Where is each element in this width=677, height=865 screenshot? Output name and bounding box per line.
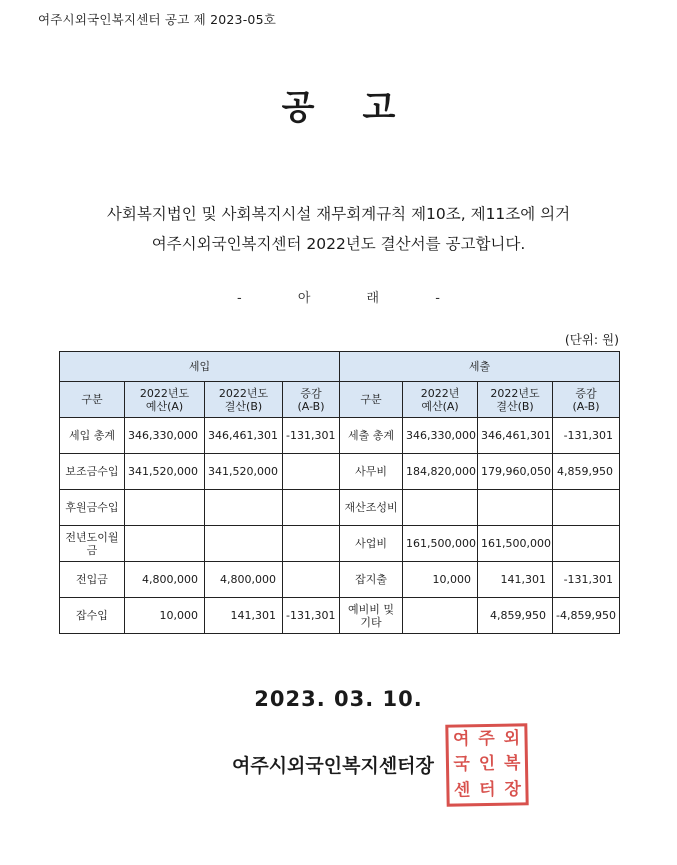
income-difference-cell: -131,301 [283,598,340,634]
income-budget-cell: 341,520,000 [125,454,205,490]
expense-budget-cell: 10,000 [403,562,478,598]
intro-line-2: 여주시외국인복지센터 2022년도 결산서를 공고합니다. [151,235,526,253]
expense-budget-cell: 346,330,000 [403,418,478,454]
table-row [60,526,620,562]
official-seal [445,723,528,806]
expense-category-cell: 세출 총계 [340,418,403,454]
table-row [60,454,620,490]
income-category-cell: 후원금수입 [60,490,125,526]
unit-label: (단위: 원) [564,332,619,347]
income-col-header-1: 2022년도 예산(A) [125,382,205,418]
expense-col-header-0: 구분 [340,382,403,418]
expense-category-cell: 사무비 [340,454,403,490]
expense-budget-cell: 184,820,000 [403,454,478,490]
income-budget-cell: 346,330,000 [125,418,205,454]
income-difference-cell [283,490,340,526]
intro-line-1: 사회복지법인 및 사회복지시설 재무회계규칙 제10조, 제11조에 의거 [106,205,571,223]
income-settlement-cell [205,490,283,526]
expense-budget-cell [403,490,478,526]
expense-difference-cell: -131,301 [553,562,620,598]
income-budget-cell: 4,800,000 [125,562,205,598]
income-settlement-cell: 341,520,000 [205,454,283,490]
income-col-header-3: 증감 (A-B) [283,382,340,418]
seal-char: 터 [479,779,496,800]
subheading: - 아 래 - [237,291,466,306]
expense-category-cell: 사업비 [340,526,403,562]
income-settlement-cell [205,526,283,562]
income-category-cell: 전입금 [60,562,125,598]
income-difference-cell [283,562,340,598]
income-settlement-cell: 4,800,000 [205,562,283,598]
income-difference-cell [283,526,340,562]
expense-col-header-1: 2022년 예산(A) [403,382,478,418]
income-settlement-cell: 141,301 [205,598,283,634]
income-settlement-cell: 346,461,301 [205,418,283,454]
expense-difference-cell [553,490,620,526]
income-budget-cell [125,526,205,562]
expense-settlement-cell: 4,859,950 [478,598,553,634]
income-category-cell: 잡수입 [60,598,125,634]
expense-settlement-cell [478,490,553,526]
expense-category-cell: 재산조성비 [340,490,403,526]
income-category-cell: 전년도이월금 [60,526,125,562]
expense-settlement-cell: 161,500,000 [478,526,553,562]
page-title: 공고 [281,88,444,128]
income-difference-cell: -131,301 [283,418,340,454]
expense-category-cell: 예비비 및 기타 [340,598,403,634]
income-category-cell: 세입 총계 [60,418,125,454]
income-category-cell: 보조금수입 [60,454,125,490]
seal-char: 인 [478,754,496,775]
expense-difference-cell: -4,859,950 [553,598,620,634]
income-difference-cell [283,454,340,490]
notice-number: 여주시외국인복지센터 공고 제 2023-05호 [38,12,276,27]
expense-settlement-cell: 346,461,301 [478,418,553,454]
expense-settlement-cell: 179,960,050 [478,454,553,490]
expense-category-cell: 잡지출 [340,562,403,598]
seal-char: 외 [503,728,521,749]
income-col-header-0: 구분 [60,382,125,418]
seal-char: 여 [452,729,470,750]
expense-difference-cell: 4,859,950 [553,454,620,490]
table-row [60,490,620,526]
table-row [60,562,620,598]
expense-budget-cell [403,598,478,634]
expense-budget-cell: 161,500,000 [403,526,478,562]
income-col-header-2: 2022년도 결산(B) [205,382,283,418]
table-row [60,418,620,454]
budget-table [59,351,620,634]
expense-difference-cell [553,526,620,562]
income-budget-cell [125,490,205,526]
seal-char: 장 [504,779,522,800]
seal-char: 주 [478,729,495,750]
expense-settlement-cell: 141,301 [478,562,553,598]
income-header: 세입 [60,352,340,382]
seal-char: 국 [453,754,471,776]
expense-header: 세출 [340,352,620,382]
seal-char: 센 [453,780,471,801]
expense-col-header-2: 2022년도 결산(B) [478,382,553,418]
signer-name: 여주시외국인복지센터장 [232,755,434,777]
expense-difference-cell: -131,301 [553,418,620,454]
expense-col-header-3: 증감 (A-B) [553,382,620,418]
table-row [60,598,620,634]
notice-date: 2023. 03. 10. [254,687,423,711]
income-budget-cell: 10,000 [125,598,205,634]
seal-char: 복 [503,753,521,775]
